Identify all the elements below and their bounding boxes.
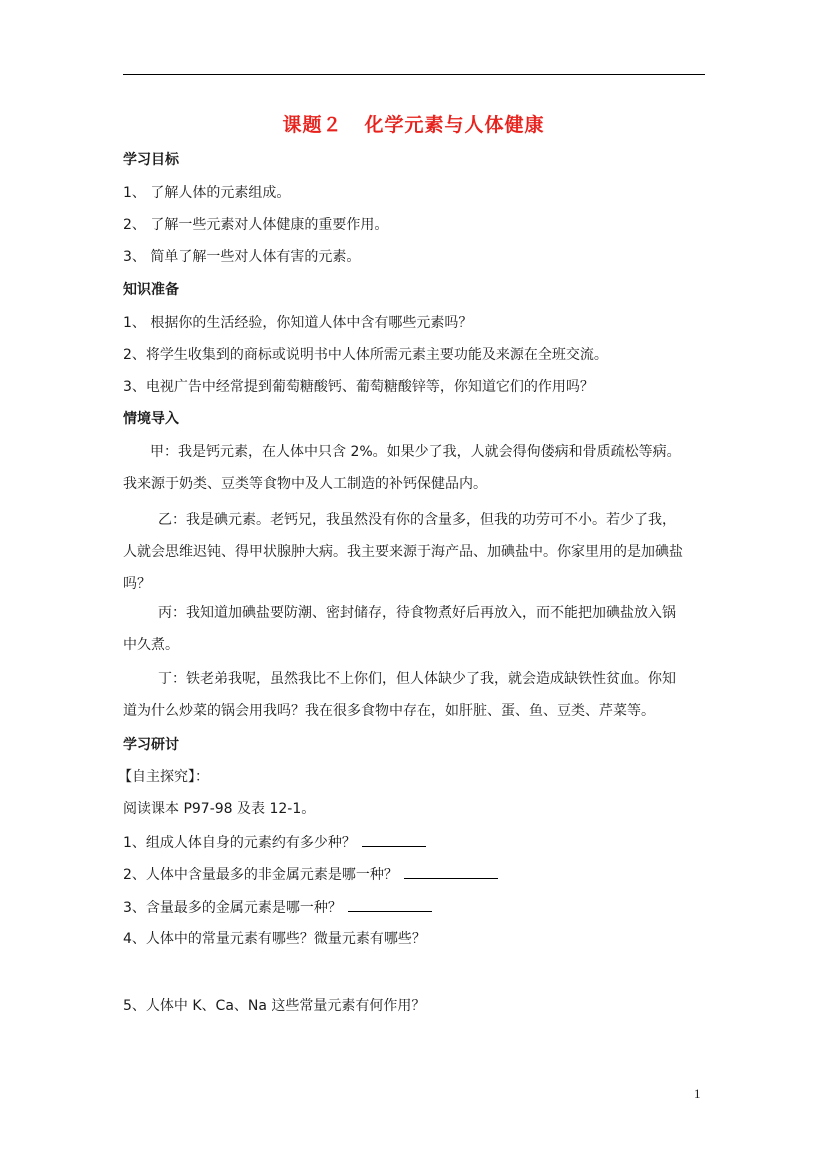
title-topic: 化学元素与人体健康: [364, 114, 545, 136]
scene-line: 丁：铁老弟我呢，虽然我比不上你们，但人体缺少了我，就会造成缺铁性贫血。你知: [158, 671, 676, 687]
scene-line: 我来源于奶类、豆类等食物中及人工制造的补钙保健品内。: [123, 476, 487, 492]
scene-line: 吗？: [123, 576, 151, 592]
question-item: 5、人体中 K、Ca、Na 这些常量元素有何作用？: [123, 998, 426, 1014]
prep-item: 1、 根据你的生活经验，你知道人体中含有哪些元素吗？: [123, 315, 473, 331]
scene-line: 中久煮。: [123, 637, 179, 653]
goal-item: 1、 了解人体的元素组成。: [123, 185, 291, 201]
scene-line: 人就会思维迟钝、得甲状腺肿大病。我主要来源于海产品、加碘盐中。你家里用的是加碘盐: [123, 544, 683, 560]
answer-blank[interactable]: [362, 832, 426, 847]
goals-heading: 学习目标: [123, 152, 179, 168]
question-item: 4、人体中的常量元素有哪些？微量元素有哪些？: [123, 931, 426, 947]
question-item: [123, 832, 426, 853]
self-explore-label: 【自主探究】：: [118, 769, 209, 785]
header-rule: [123, 74, 705, 75]
question-item: [123, 864, 498, 885]
reading-instruction: 阅读课本 P97-98 及表 12-1。: [123, 801, 316, 817]
question-text: 1、组成人体自身的元素约有多少种？: [123, 835, 356, 851]
answer-blank[interactable]: [348, 897, 432, 912]
scene-line: 丙：我知道加碘盐要防潮、密封储存，待食物煮好后再放入，而不能把加碘盐放入锅: [158, 605, 676, 621]
title-lesson-number: 课题２: [282, 114, 343, 136]
question-text: 2、人体中含量最多的非金属元素是哪一种？: [123, 867, 398, 883]
scene-line: 道为什么炒菜的锅会用我吗？我在很多食物中存在，如肝脏、蛋、鱼、豆类、芹菜等。: [123, 703, 655, 719]
goal-item: 3、 简单了解一些对人体有害的元素。: [123, 249, 361, 265]
question-text: 3、含量最多的金属元素是哪一种？: [123, 900, 342, 916]
page-number: 1: [694, 1086, 701, 1101]
study-heading: 学习研讨: [123, 737, 179, 753]
page-title: [0, 110, 827, 137]
prep-item: 2、将学生收集到的商标或说明书中人体所需元素主要功能及来源在全班交流。: [123, 347, 608, 363]
scene-line: 甲：我是钙元素，在人体中只含 2%。如果少了我，人就会得佝偻病和骨质疏松等病。: [150, 444, 681, 460]
prep-heading: 知识准备: [123, 282, 179, 298]
scene-heading: 情境导入: [123, 411, 179, 427]
answer-blank[interactable]: [404, 864, 498, 879]
scene-line: 乙：我是碘元素。老钙兄，我虽然没有你的含量多，但我的功劳可不小。若少了我，: [158, 512, 676, 528]
question-item: [123, 897, 432, 918]
prep-item: 3、电视广告中经常提到葡萄糖酸钙、葡萄糖酸锌等，你知道它们的作用吗？: [123, 379, 594, 395]
goal-item: 2、 了解一些元素对人体健康的重要作用。: [123, 217, 389, 233]
